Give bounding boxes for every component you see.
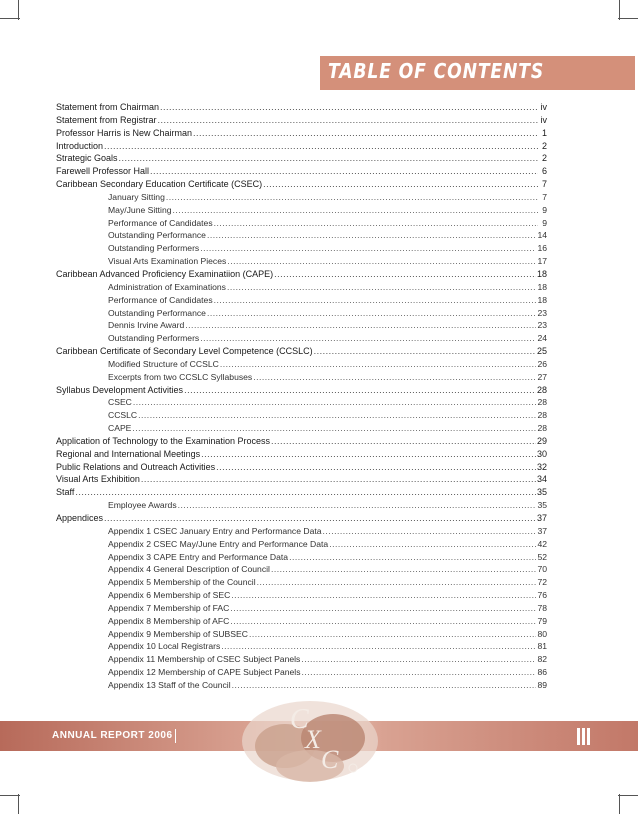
dot-leader bbox=[150, 165, 538, 178]
toc-entry[interactable] bbox=[56, 448, 547, 461]
toc-entry-label: Farewell Professor Hall bbox=[56, 166, 150, 177]
toc-entry-label: CAPE bbox=[108, 423, 132, 434]
toc-entry-page: 26 bbox=[537, 358, 547, 369]
toc-entry-page: 27 bbox=[537, 371, 547, 382]
toc-entry[interactable] bbox=[56, 525, 547, 538]
toc-entry[interactable] bbox=[56, 229, 547, 242]
toc-entry[interactable] bbox=[56, 319, 547, 332]
dot-leader bbox=[230, 602, 536, 615]
toc-entry-page: 42 bbox=[537, 538, 547, 549]
toc-entry[interactable] bbox=[56, 204, 547, 217]
toc-entry-label: CCSLC bbox=[108, 410, 138, 421]
toc-entry[interactable] bbox=[56, 538, 547, 551]
toc-entry-label: Appendix 10 Local Registrars bbox=[108, 641, 221, 652]
toc-entry-page: 23 bbox=[537, 307, 547, 318]
toc-entry[interactable] bbox=[56, 140, 547, 153]
toc-entry[interactable] bbox=[56, 242, 547, 255]
crop-mark bbox=[618, 18, 638, 19]
toc-entry-page: 2 bbox=[541, 153, 547, 164]
svg-text:C: C bbox=[290, 704, 309, 735]
toc-entry-page: 18 bbox=[537, 294, 547, 305]
toc-entry-label: Professor Harris is New Chairman bbox=[56, 127, 193, 138]
crop-mark bbox=[619, 794, 620, 814]
toc-entry[interactable] bbox=[56, 396, 547, 409]
dot-leader bbox=[132, 422, 536, 435]
toc-entry-page: 89 bbox=[537, 679, 547, 690]
toc-entry-page: 28 bbox=[537, 423, 547, 434]
toc-entry-label: Appendix 12 Membership of CAPE Subject Panels bbox=[108, 667, 301, 678]
toc-entry-page: 81 bbox=[537, 641, 547, 652]
toc-entry-page: 82 bbox=[537, 654, 547, 665]
toc-entry-page: 70 bbox=[537, 564, 547, 575]
dot-leader bbox=[201, 448, 536, 461]
toc-entry[interactable] bbox=[56, 628, 547, 641]
dot-leader bbox=[271, 435, 536, 448]
toc-entry[interactable] bbox=[56, 268, 547, 281]
dot-leader bbox=[207, 229, 537, 242]
dot-leader bbox=[119, 152, 538, 165]
dot-leader bbox=[158, 114, 538, 127]
toc-entry[interactable] bbox=[56, 191, 547, 204]
cxc-logo-watermark bbox=[225, 686, 395, 796]
toc-entry-label: Appendix 1 CSEC January Entry and Performance Data bbox=[108, 525, 322, 536]
toc-entry-page: 30 bbox=[536, 448, 547, 459]
dot-leader bbox=[274, 268, 536, 281]
numeral-stroke bbox=[577, 728, 580, 745]
toc-entry[interactable] bbox=[56, 178, 547, 191]
toc-entry-label: Administration of Examinations bbox=[108, 281, 226, 292]
toc-entry-page: 9 bbox=[542, 217, 547, 228]
toc-entry-page: 79 bbox=[537, 615, 547, 626]
dot-leader bbox=[138, 409, 536, 422]
toc-entry[interactable] bbox=[56, 165, 547, 178]
toc-entry[interactable] bbox=[56, 345, 547, 358]
table-of-contents bbox=[56, 101, 547, 692]
toc-entry-label: Appendix 6 Membership of SEC bbox=[108, 590, 231, 601]
toc-entry[interactable] bbox=[56, 332, 547, 345]
toc-entry-label: Excerpts from two CCSLC Syllabuses bbox=[108, 371, 253, 382]
dot-leader bbox=[227, 255, 536, 268]
toc-entry-page: 29 bbox=[536, 435, 547, 446]
toc-entry-label: Dennis Irvine Award bbox=[108, 320, 185, 331]
dot-leader bbox=[207, 307, 537, 320]
toc-entry-page: 28 bbox=[536, 384, 547, 395]
dot-leader bbox=[221, 640, 536, 653]
dot-leader bbox=[271, 563, 536, 576]
toc-entry-page: 35 bbox=[537, 500, 547, 511]
toc-entry[interactable] bbox=[56, 602, 547, 615]
title-banner bbox=[320, 56, 635, 90]
toc-entry[interactable] bbox=[56, 409, 547, 422]
footer-divider bbox=[175, 729, 176, 743]
toc-entry-label: Outstanding Performance bbox=[108, 230, 206, 241]
toc-entry-label: Appendix 7 Membership of FAC bbox=[108, 602, 230, 613]
toc-entry-label: Appendix 2 CSEC May/June Entry and Performance Data bbox=[108, 538, 329, 549]
toc-entry-label: Outstanding Performers bbox=[108, 333, 200, 344]
dot-leader bbox=[160, 101, 538, 114]
toc-entry[interactable] bbox=[56, 615, 547, 628]
toc-entry-label: Appendix 11 Membership of CSEC Subject Panels bbox=[108, 654, 301, 665]
crop-mark bbox=[618, 795, 638, 796]
dot-leader bbox=[301, 653, 536, 666]
dot-leader bbox=[178, 499, 537, 512]
toc-entry-label: Caribbean Advanced Proficiency Examinatiion (CAPE) bbox=[56, 268, 274, 279]
dot-leader bbox=[133, 396, 537, 409]
toc-entry-label: Public Relations and Outreach Activities bbox=[56, 461, 216, 472]
dot-leader bbox=[184, 384, 536, 397]
toc-entry-label: Performance of Candidates bbox=[108, 217, 213, 228]
toc-entry-page: 2 bbox=[541, 140, 547, 151]
toc-entry[interactable] bbox=[56, 114, 547, 127]
toc-entry-page: 6 bbox=[541, 166, 547, 177]
dot-leader bbox=[193, 127, 538, 140]
toc-entry[interactable] bbox=[56, 217, 547, 230]
toc-entry-label: Visual Arts Exhibition bbox=[56, 474, 140, 485]
dot-leader bbox=[75, 486, 536, 499]
toc-entry[interactable] bbox=[56, 384, 547, 397]
toc-entry-page: 17 bbox=[537, 256, 547, 267]
toc-entry[interactable] bbox=[56, 486, 547, 499]
toc-entry-page: 28 bbox=[537, 397, 547, 408]
toc-entry[interactable] bbox=[56, 666, 547, 679]
toc-entry-label: Appendix 13 Staff of the Council bbox=[108, 679, 231, 690]
toc-entry-page: 28 bbox=[537, 410, 547, 421]
toc-entry-label: Statement from Registrar bbox=[56, 114, 157, 125]
toc-entry-page: 25 bbox=[536, 346, 547, 357]
dot-leader bbox=[227, 281, 536, 294]
toc-entry-label: Regional and International Meetings bbox=[56, 448, 201, 459]
toc-entry-label: Introduction bbox=[56, 140, 104, 151]
dot-leader bbox=[323, 525, 537, 538]
toc-entry-label: Visual Arts Examination Pieces bbox=[108, 256, 227, 267]
toc-entry[interactable] bbox=[56, 640, 547, 653]
toc-entry[interactable] bbox=[56, 127, 547, 140]
toc-entry-label: Outstanding Performers bbox=[108, 243, 200, 254]
toc-entry[interactable] bbox=[56, 294, 547, 307]
toc-entry[interactable] bbox=[56, 589, 547, 602]
toc-entry-page: 18 bbox=[536, 268, 547, 279]
dot-leader bbox=[104, 512, 536, 525]
toc-entry-page: 37 bbox=[537, 525, 547, 536]
toc-entry-label: Syllabus Development Activities bbox=[56, 384, 184, 395]
numeral-stroke bbox=[582, 728, 585, 745]
toc-entry[interactable] bbox=[56, 473, 547, 486]
dot-leader bbox=[141, 473, 536, 486]
svg-text:C: C bbox=[321, 745, 339, 774]
toc-entry[interactable] bbox=[56, 653, 547, 666]
dot-leader bbox=[214, 294, 537, 307]
crop-mark bbox=[18, 0, 19, 20]
toc-entry-label: Appendix 4 General Description of Council bbox=[108, 564, 270, 575]
toc-entry[interactable] bbox=[56, 307, 547, 320]
toc-entry-page: 32 bbox=[536, 461, 547, 472]
toc-entry-page: 16 bbox=[537, 243, 547, 254]
toc-entry-label: Outstanding Performance bbox=[108, 307, 206, 318]
toc-entry-label: Employee Awards bbox=[108, 500, 177, 511]
toc-entry-label: CSEC bbox=[108, 397, 132, 408]
dot-leader bbox=[314, 345, 536, 358]
toc-entry-page: 78 bbox=[537, 602, 547, 613]
toc-entry[interactable] bbox=[56, 499, 547, 512]
dot-leader bbox=[200, 242, 536, 255]
numeral-stroke bbox=[587, 728, 590, 745]
toc-entry-label: Application of Technology to the Examination Process bbox=[56, 435, 270, 446]
toc-entry-page: 1 bbox=[541, 127, 547, 138]
toc-entry-label: Modified Structure of CCSLC bbox=[108, 358, 219, 369]
toc-entry[interactable] bbox=[56, 576, 547, 589]
dot-leader bbox=[104, 140, 538, 153]
dot-leader bbox=[302, 666, 537, 679]
toc-entry-label: Staff bbox=[56, 487, 75, 498]
toc-entry-label: Appendix 9 Membership of SUBSEC bbox=[108, 628, 248, 639]
dot-leader bbox=[263, 178, 538, 191]
toc-entry-label: Appendix 8 Membership of AFC bbox=[108, 615, 230, 626]
toc-entry-label: Caribbean Secondary Education Certificate (CSEC) bbox=[56, 179, 263, 190]
toc-entry-page: 80 bbox=[537, 628, 547, 639]
toc-entry-page: 34 bbox=[536, 474, 547, 485]
toc-entry[interactable] bbox=[56, 101, 547, 114]
dot-leader bbox=[220, 358, 537, 371]
toc-entry-page: 35 bbox=[536, 487, 547, 498]
toc-entry-page: 86 bbox=[537, 667, 547, 678]
crop-mark bbox=[18, 794, 19, 814]
toc-entry-page: 7 bbox=[541, 179, 547, 190]
toc-entry-page: 24 bbox=[537, 333, 547, 344]
toc-entry[interactable] bbox=[56, 461, 547, 474]
dot-leader bbox=[289, 551, 536, 564]
toc-entry-label: Appendices bbox=[56, 513, 104, 523]
dot-leader bbox=[257, 576, 537, 589]
dot-leader bbox=[253, 371, 536, 384]
toc-entry-page: iv bbox=[540, 102, 547, 112]
toc-entry-label: Statement from Chairman bbox=[56, 102, 160, 112]
toc-entry[interactable] bbox=[56, 512, 547, 525]
crop-mark bbox=[619, 0, 620, 20]
toc-entry[interactable] bbox=[56, 551, 547, 564]
dot-leader bbox=[249, 628, 536, 641]
toc-entry-label: January Sitting bbox=[108, 191, 165, 202]
toc-entry-page: 18 bbox=[537, 281, 547, 292]
svg-text:X: X bbox=[305, 725, 321, 754]
toc-entry-page: 7 bbox=[542, 191, 547, 202]
toc-entry[interactable] bbox=[56, 255, 547, 268]
toc-entry-page: 72 bbox=[537, 577, 547, 588]
dot-leader bbox=[231, 589, 536, 602]
toc-entry-page: 52 bbox=[537, 551, 547, 562]
toc-entry[interactable] bbox=[56, 358, 547, 371]
toc-entry-page: iv bbox=[540, 114, 547, 125]
dot-leader bbox=[166, 191, 538, 204]
toc-entry-label: May/June Sitting bbox=[108, 204, 172, 215]
toc-entry-page: 9 bbox=[542, 204, 547, 215]
dot-leader bbox=[173, 204, 538, 217]
toc-entry-label: Caribbean Certificate of Secondary Level Competence (CCSLC) bbox=[56, 346, 313, 357]
toc-entry[interactable] bbox=[56, 435, 547, 448]
dot-leader bbox=[230, 615, 536, 628]
toc-entry[interactable] bbox=[56, 152, 547, 165]
toc-entry[interactable] bbox=[56, 281, 547, 294]
crop-mark bbox=[0, 18, 20, 19]
dot-leader bbox=[216, 461, 536, 474]
toc-entry-label: Performance of Candidates bbox=[108, 294, 213, 305]
crop-mark bbox=[0, 795, 20, 796]
dot-leader bbox=[214, 217, 538, 230]
toc-entry-page: 37 bbox=[536, 513, 547, 523]
dot-leader bbox=[329, 538, 536, 551]
footer-report-title: ANNUAL REPORT 2006 bbox=[52, 730, 173, 741]
toc-entry-label: Appendix 5 Membership of the Council bbox=[108, 577, 256, 588]
toc-entry[interactable] bbox=[56, 563, 547, 576]
page-numeral bbox=[577, 728, 590, 745]
toc-entry-page: 23 bbox=[537, 320, 547, 331]
toc-entry-label: Strategic Goals bbox=[56, 153, 118, 164]
toc-entry[interactable] bbox=[56, 371, 547, 384]
toc-entry-page: 14 bbox=[537, 230, 547, 241]
toc-entry-page: 76 bbox=[537, 590, 547, 601]
toc-entry-label: Appendix 3 CAPE Entry and Performance Data bbox=[108, 551, 289, 562]
toc-entry[interactable] bbox=[56, 422, 547, 435]
dot-leader bbox=[185, 319, 536, 332]
dot-leader bbox=[200, 332, 536, 345]
page-title: TABLE OF CONTENTS bbox=[328, 59, 545, 83]
